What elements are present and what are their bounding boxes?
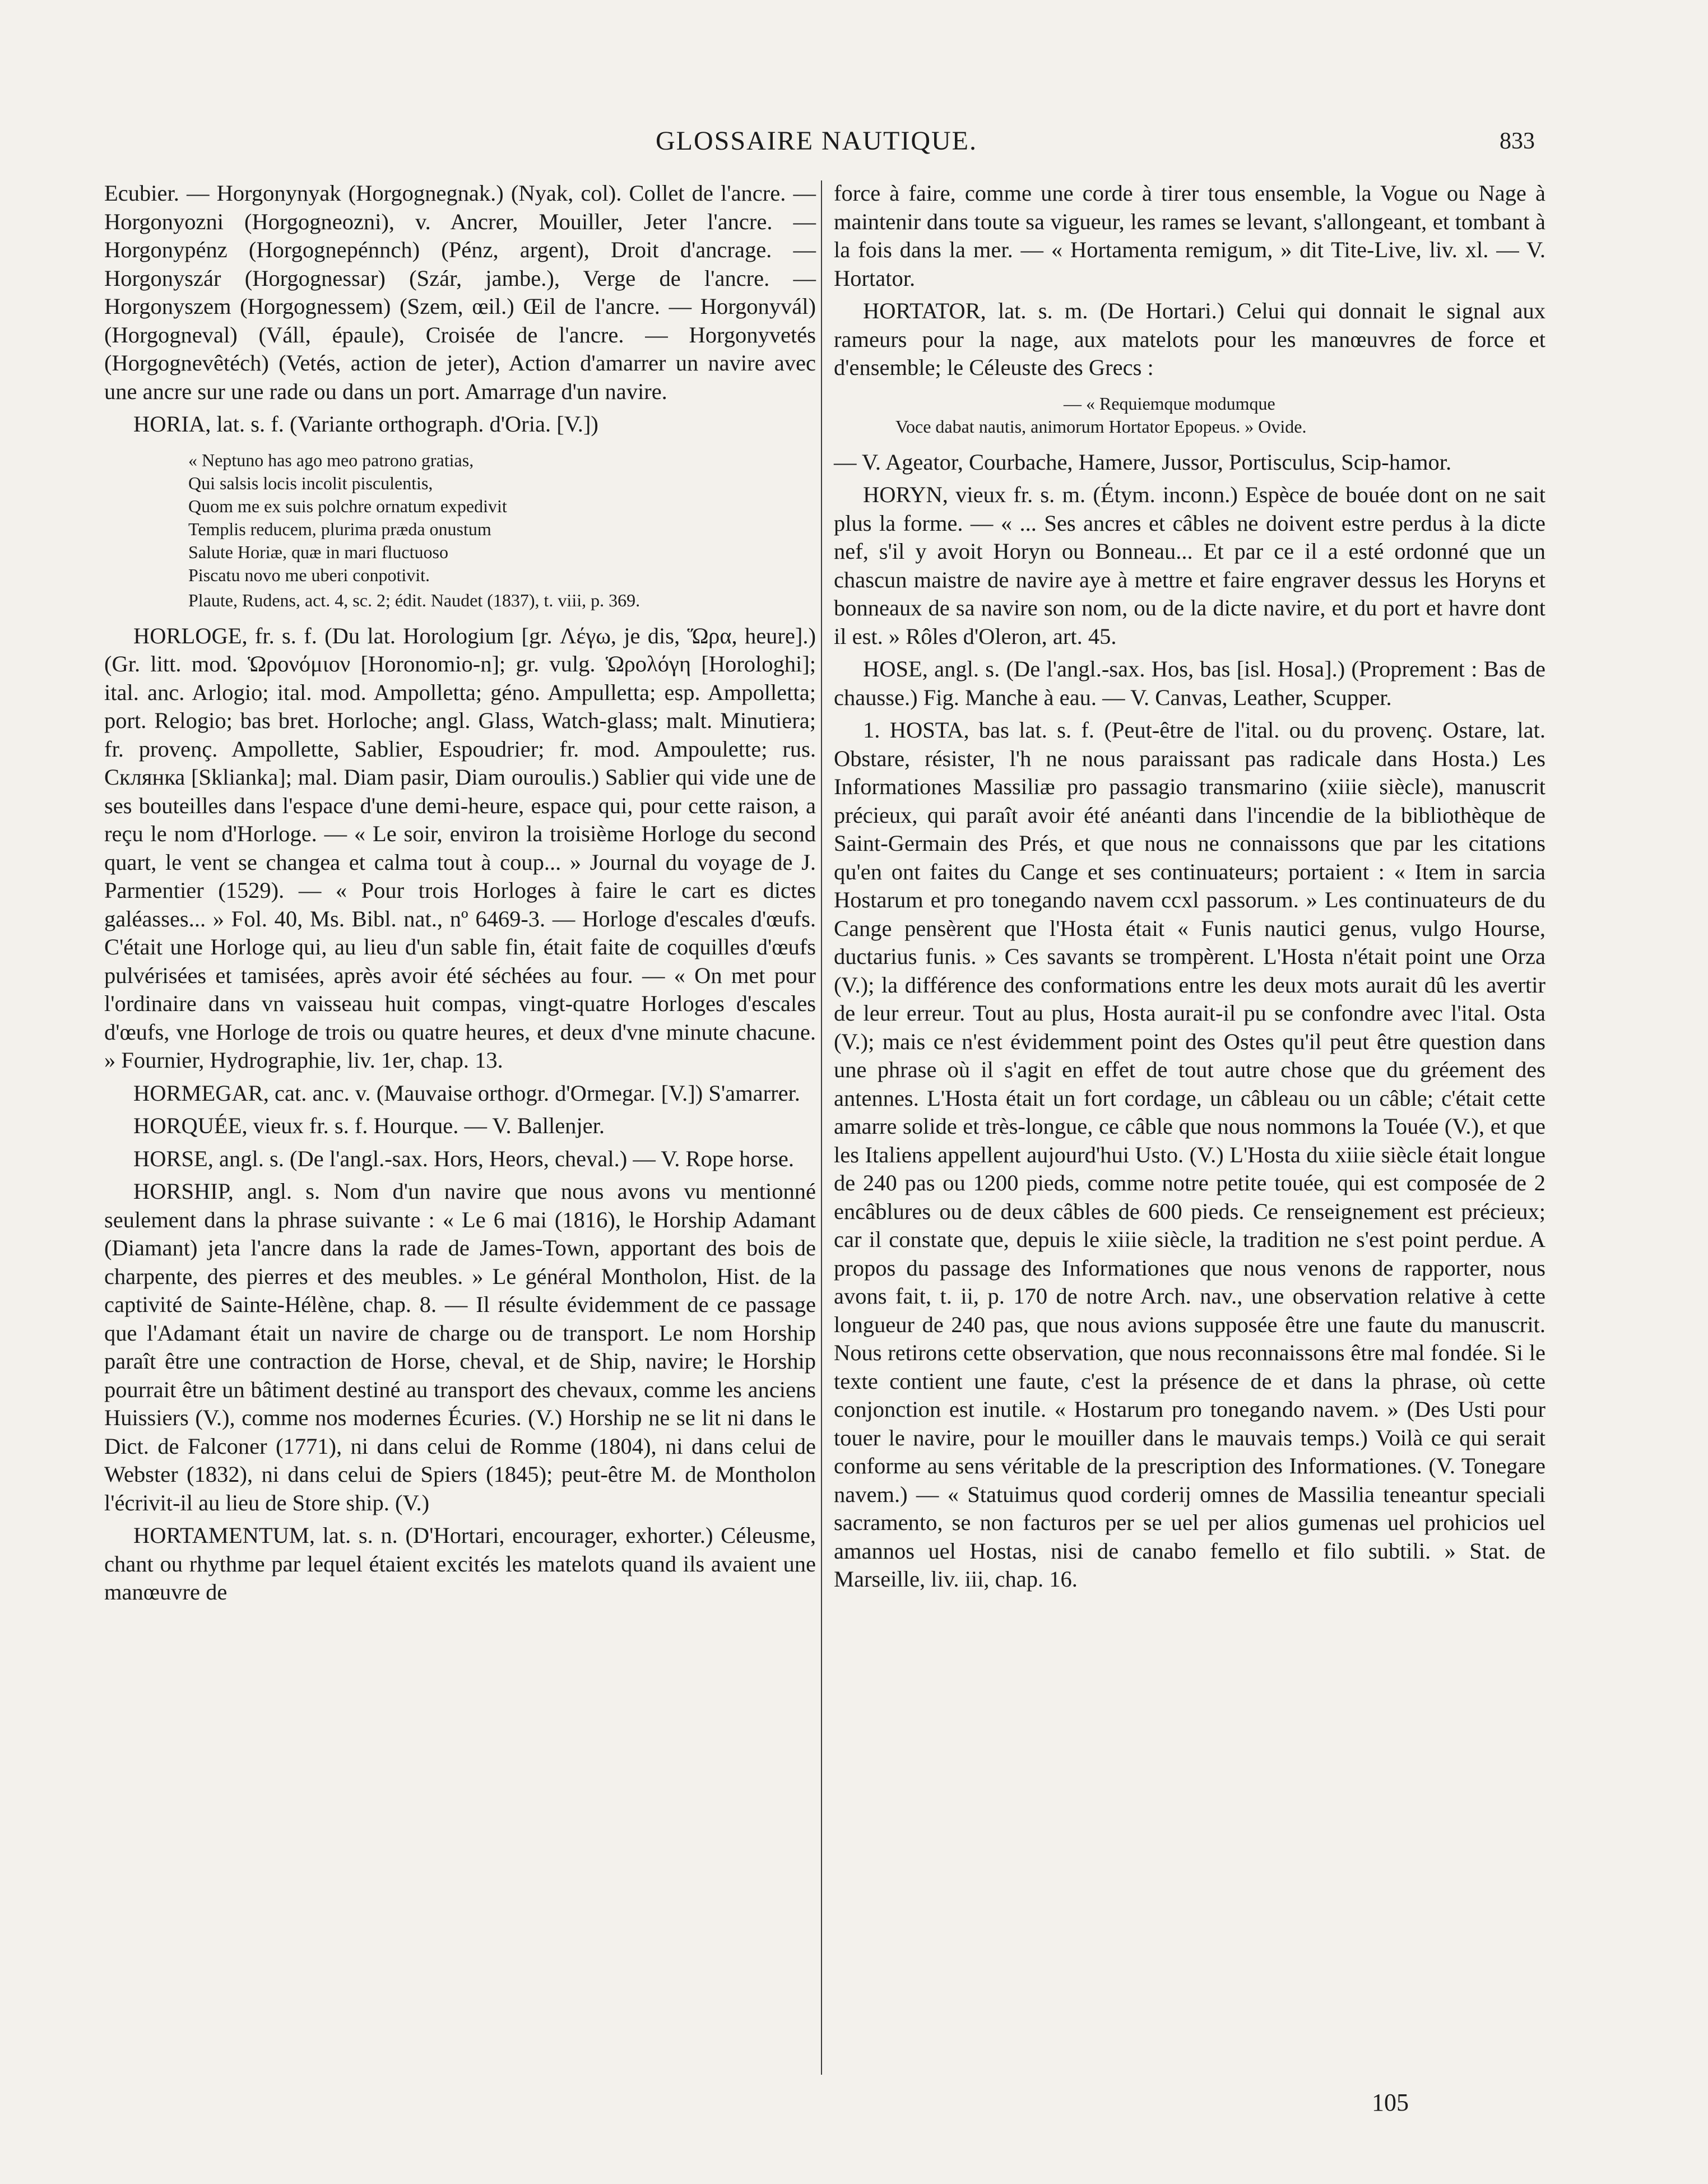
right-column: [834, 179, 1545, 1598]
entry-hosta: 1. HOSTA, bas lat. s. f. (Peut-être de l'ital. ou du provenç. Ostare, lat. Obstare, résister, l'h ne nous paraissant pas radicale dans Hosta.) Les Informationes Massiliæ pro passagio transmarino (xiiie siècle), manuscrit précieux, qui paraît avoir été anéanti dans l'incendie de la bibliothèque de Saint-Germain des Prés, et que nous ne connaissons que par les citations qu'en ont faites du Cange et ses continuateurs; portaient : « Item in sarcia Hostarum et pro tonegando navem ccxl passorum. » Les continuateurs de du Cange pensèrent que l'Hosta était « Funis nautici genus, vulgo Hourse, ductarius funis. » Ces savants se trompèrent. L'Hosta n'était point une Orza (V.); la différence des conformations entre les deux mots aurait dû les avertir de leur erreur. Tout au plus, Hosta aurait-il pu se confondre avec l'ital. Osta (V.); mais ce n'est évidemment point des Ostes qu'il peut être question dans une phrase où il s'agit en effet de tout autre chose que du gréement des antennes. L'Hosta était un fort cordage, un câbleau ou un câble; c'était cette amarre solide et très-longue, ce câble que nous nommons la Touée (V.), et que les Italiens appellent aujourd'hui Usto. (V.) L'Hosta du xiiie siècle était longue de 240 pas ou 1200 pieds, comme notre petite touée, qui est composée de 2 encâblures ou de deux câbles de 600 pieds. Ce renseignement est précieux; car il constate que, depuis le xiiie siècle, la tradition ne s'est point perdue. A propos du passage des Informationes que nous venons de rapporter, nous avons fait, t. ii, p. 170 de notre Arch. nav., une observation relative à cette longueur de 240 pas, que nous avions supposée être une faute du manuscrit. Nous retirons cette observation, que nous reconnaissons être mal fondée. Si le texte contient une faute, c'est la présence de et dans la phrase, où cette conjonction est inutile. « Hostarum pro tonegando navem. » (Des Usti pour touer le navire, pour le mouiller dans le mauvais temps.) Voilà ce qui serait conforme au sens véritable de la prescription des Informationes. (V. Tonegare navem.) — « Statuimus quod corderij omnes de Massilia teneantur speciali sacramento, se non facturos per se uel per alios gumenas uel prohicios uel amannos uel Hostas, nisi de canabo femello et filo subtili. » Stat. de Marseille, liv. iii, chap. 16.: [834, 717, 1545, 1592]
entry-horship: HORSHIP, angl. s. Nom d'un navire que nous avons vu mentionné seulement dans la phrase suivante : « Le 6 mai (1816), le Horship Adamant (Diamant) jeta l'ancre dans la rade de James-Town, apportant des bois de charpente, des pierres et des meubles. » Le général Montholon, Hist. de la captivité de Sainte-Hélène, chap. 8. — Il résulte évidemment de ce passage que l'Adamant était un navire de charge ou de transport. Le nom Horship paraît être une contraction de Horse, cheval, et de Ship, navire; le Horship pourrait être un bâtiment destiné au transport des chevaux, comme les anciens Huissiers (V.), comme nos modernes Écuries. (V.) Horship ne se lit ni dans le Dict. de Falconer (1771), ni dans celui de Romme (1804), ni dans celui de Webster (1832), ni dans celui de Spiers (1845); peut-être M. de Montholon l'écrivit-il au lieu de Store ship. (V.): [104, 1179, 816, 1515]
entry-horquee: HORQUÉE, vieux fr. s. f. Hourque. — V. Ballenjer.: [133, 1113, 605, 1138]
entry-hortamentum: HORTAMENTUM, lat. s. n. (D'Hortari, encourager, exhorter.) Céleusme, chant ou rhythme par lequel étaient excités les matelots quand ils avaient une manœuvre de: [104, 1523, 816, 1605]
quote-line: Salute Horiæ, quæ in mari fluctuoso: [188, 541, 448, 562]
entry-horyn: HORYN, vieux fr. s. m. (Étym. inconn.) Espèce de bouée dont on ne sait plus la forme. — « ... Ses ancres et câbles ne doivent estre perdus à la dicte nef, s'il y avoit Horyn ou Bonneau... Et par ce il a esté ordonné que un chascun maistre de navire aye à mettre et faire engraver dessus les Horyns et bonneaux de sa navire son nom, ou de la dicte navire, et du port et havre dont il est. » Rôles d'Oleron, art. 45.: [834, 482, 1545, 649]
page-header: [0, 124, 1708, 158]
quote-citation: Plaute, Rudens, act. 4, sc. 2; édit. Naudet (1837), t. viii, p. 369.: [188, 590, 640, 610]
entry-hortator-see-also: — V. Ageator, Courbache, Hamere, Jussor, Portisculus, Scip-hamor.: [834, 449, 1452, 475]
page-number: 833: [1500, 128, 1535, 154]
quote-line: Piscatu novo me uberi conpotivit.: [188, 564, 430, 585]
quote-line: Quom me ex suis polchre ornatum expedivit: [188, 495, 507, 516]
entry-hormegar: HORMEGAR, cat. anc. v. (Mauvaise orthogr. d'Ormegar. [V.]) S'amarrer.: [133, 1080, 800, 1106]
entry-hose: HOSE, angl. s. (De l'angl.-sax. Hos, bas [isl. Hosa].) (Proprement : Bas de chausse.) Fig. Manche à eau. — V. Canvas, Leather, Scupper.: [834, 656, 1545, 710]
entry-horse: HORSE, angl. s. (De l'angl.-sax. Hors, Heors, cheval.) — V. Rope horse.: [133, 1146, 794, 1171]
quote-line: « Neptuno has ago meo patrono gratias,: [188, 449, 474, 470]
entry-horloge: HORLOGE, fr. s. f. (Du lat. Horologium [gr. Λέγω, je dis, Ὥρα, heure].) (Gr. litt. mod. Ὡρονόμιον [Horonomio-n]; gr. vulg. Ὡρολόγη [Horologhi]; ital. anc. Arlogio; ital. mod. Ampolletta; géno. Ampulletta; esp. Ampolletta; port. Relogio; bas bret. Horloche; angl. Glass, Watch-glass; malt. Minutiera; fr. provenç. Ampollette, Sablier, Espoudrier; fr. mod. Ampoulette; rus. Склянка [Sklianka]; mal. Diam pasir, Diam ouroulis.) Sablier qui vide une de ses bouteilles dans l'espace d'une demi-heure, espace qui, pour cette raison, a reçu le nom d'Horloge. — « Le soir, environ la troisième Horloge du second quart, le vent se changea et calma tout à coup... » Journal du voyage de J. Parmentier (1529). — « Pour trois Horloges à faire le cart es dictes galéasses... » Fol. 40, Ms. Bibl. nat., nº 6469-3. — Horloge d'escales d'œufs. C'était une Horloge qui, au lieu d'un sable fin, était faite de coquilles d'œufs pulvérisées et tamisées, après avoir été séchées au four. — « On met pour l'ordinaire dans vn vaisseau huit compas, vingt-quatre Horloges d'escales d'œufs, vne Horloge de trois ou quatre heures, et deux d'vne minute chacune. » Fournier, Hydrographie, liv. 1er, chap. 13.: [104, 623, 816, 1073]
entry-hortamentum-continuation: force à faire, comme une corde à tirer tous ensemble, la Vogue ou Nage à maintenir dans toute sa vigueur, les rames se levant, s'allongeant, et tombant à la fois dans la mer. — « Hortamenta remigum, » dit Tite-Live, liv. xl. — V. Hortator.: [834, 180, 1545, 291]
column-divider: [821, 180, 822, 2075]
quote-line: Templis reducem, plurima præda onustum: [188, 518, 491, 539]
entry-hortator: HORTATOR, lat. s. m. (De Hortari.) Celui qui donnait le signal aux rameurs pour la nage, aux matelots pour les manœuvres de force et d'ensemble; le Céleuste des Grecs :: [834, 298, 1545, 380]
quote-line: Qui salsis locis incolit pisculentis,: [188, 472, 433, 493]
signature-mark: 105: [1372, 2089, 1409, 2116]
entry-horia: HORIA, lat. s. f. (Variante orthograph. d'Oria. [V.]): [133, 411, 598, 437]
quote-line: — « Requiemque modumque: [1064, 393, 1275, 414]
quote-plaute: [188, 449, 816, 612]
running-title: GLOSSAIRE NAUTIQUE.: [656, 126, 977, 156]
left-column: [104, 179, 816, 1611]
quote-line: Voce dabat nautis, animorum Hortator Epopeus. » Ovide.: [895, 416, 1307, 437]
quote-ovide: [895, 392, 1545, 438]
entry-horgony-continuation: Ecubier. — Horgonynyak (Horgognegnak.) (Nyak, col). Collet de l'ancre. — Horgonyozni (Horgogneozni), v. Ancrer, Mouiller, Jeter l'ancre. — Horgonypénz (Horgognepénnch) (Pénz, argent), Droit d'ancrage. — Horgonyszár (Horgognessar) (Szár, jambe.), Verge de l'ancre. — Horgonyszem (Horgognessem) (Szem, œil.) Œil de l'ancre. — Horgonyvál) (Horgogneval) (Váll, épaule), Croisée de l'ancre. — Horgonyvetés (Horgognevêtéch) (Vetés, action de jeter), Action d'amarrer un navire avec une ancre sur une rade ou dans un port. Amarrage d'un navire.: [104, 180, 816, 404]
